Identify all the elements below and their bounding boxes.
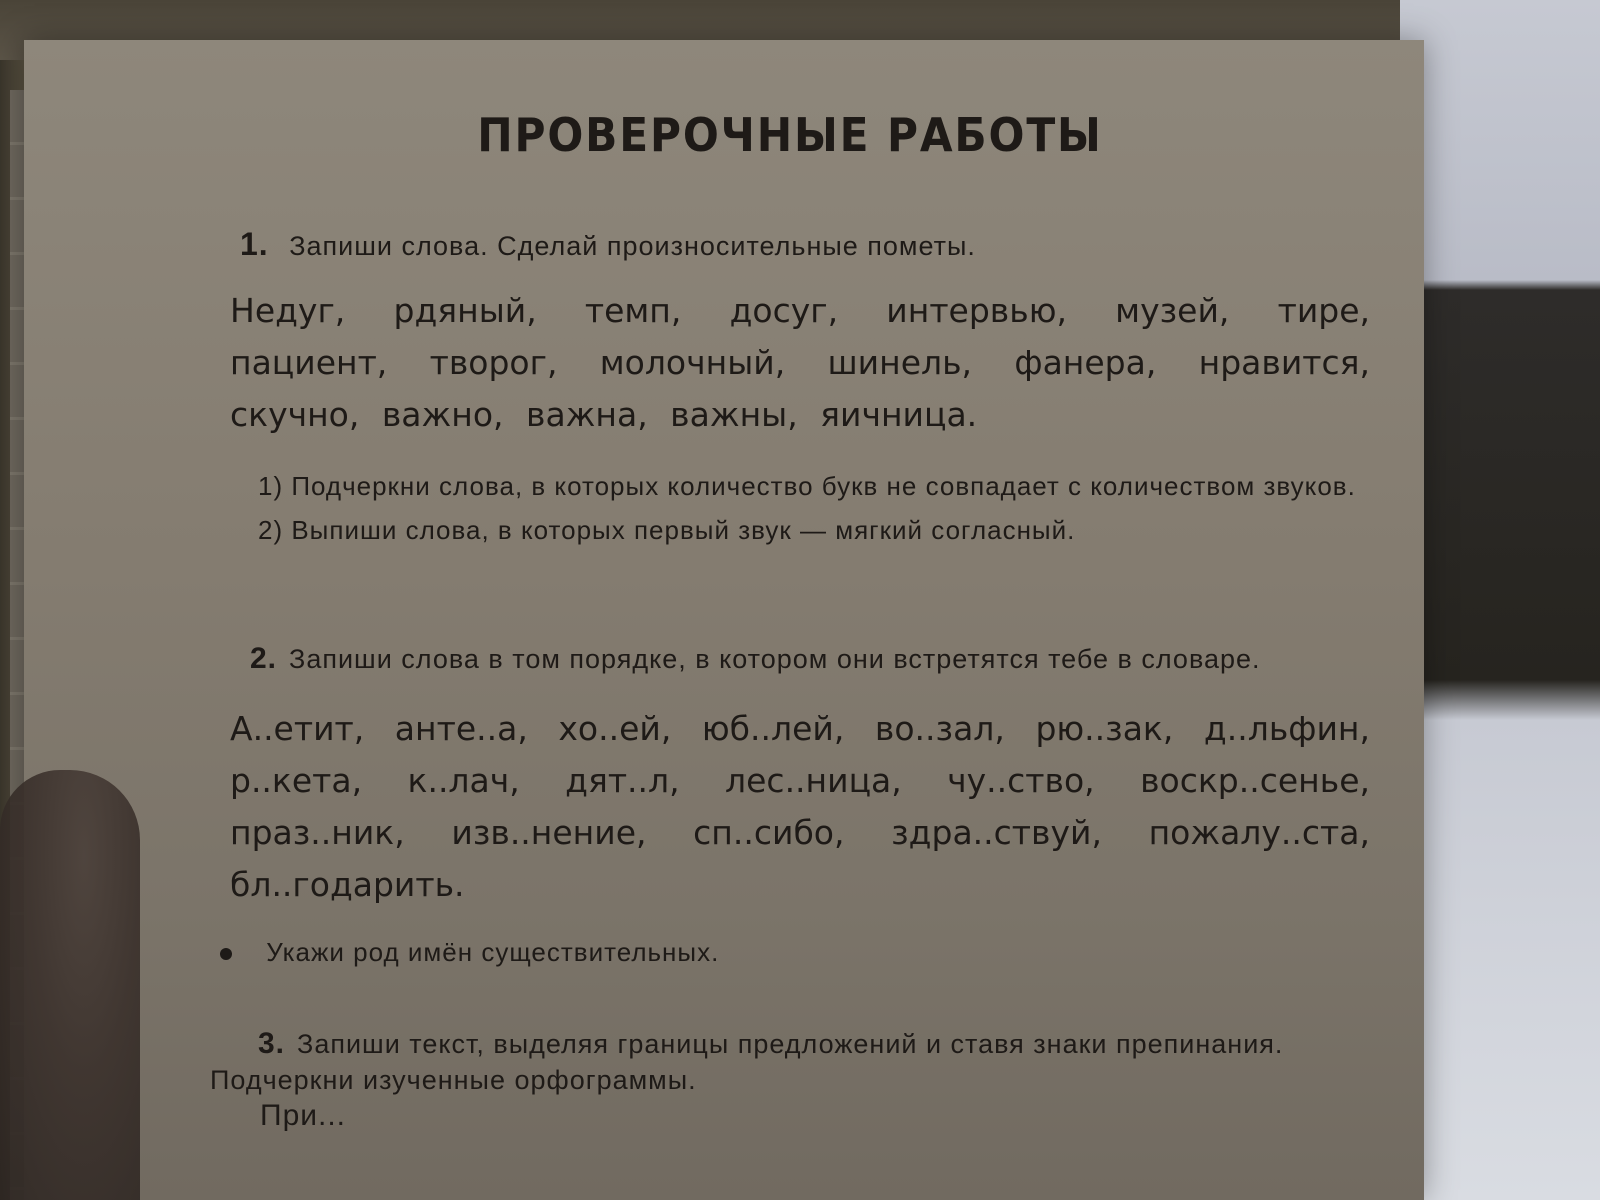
task-2-number: 2.: [250, 642, 278, 675]
task-1-subtask-1: 1) Подчеркни слова, в которых количество букв не совпадает с количеством звуков.: [258, 471, 1356, 501]
task-3-number: 3.: [258, 1027, 286, 1060]
task-1: [210, 226, 1370, 549]
thumb-finger: [0, 770, 140, 1200]
task-2-instruction: Запиши слова в том порядке, в котором они встретятся тебе в словаре.: [289, 644, 1261, 674]
task-2-words: А..етит, анте..а, хо..ей, юб..лей, во..зал, рю..зак, д..льфин, р..кета, к..лач, дят..л, лес..ница, чу..ство, воскр..сенье, праз..ник, изв..нение, сп..сибо, здра..ствуй, пожалу..ста, бл..годарить.: [230, 709, 1370, 904]
task-2: [210, 641, 1370, 968]
page-title: ПРОВЕРОЧНЫЕ РАБОТЫ: [477, 108, 1103, 162]
right-background: [1400, 0, 1600, 1200]
task-1-number: 1.: [240, 226, 269, 262]
task-3-text-start: При...: [260, 1099, 347, 1132]
task-2-bullet: [220, 937, 1370, 968]
task-3-heading: [210, 1026, 1370, 1098]
task-2-heading: [250, 641, 1370, 677]
task-3: [210, 1026, 1370, 1134]
task-1-instruction: Запиши слова. Сделай произносительные пометы.: [289, 231, 976, 261]
bullet-icon: [220, 948, 232, 960]
page-content: [210, 108, 1370, 1134]
task-1-subtask-2: 2) Выпиши слова, в которых первый звук — мягкий согласный.: [258, 515, 1076, 545]
task-2-bullet-text: Укажи род имён существительных.: [266, 937, 720, 967]
task-1-heading: [240, 226, 1370, 263]
task-3-instruction: Запиши текст, выделяя границы предложений и ставя знаки препинания. Подчеркни изученные орфограммы.: [210, 1029, 1284, 1095]
task-1-words: Недуг, рдяный, темп, досуг, интервью, музей, тире, пациент, творог, молочный, шинель, фанера, нравится, скучно, важно, важна, важны, яичница.: [230, 291, 1370, 434]
